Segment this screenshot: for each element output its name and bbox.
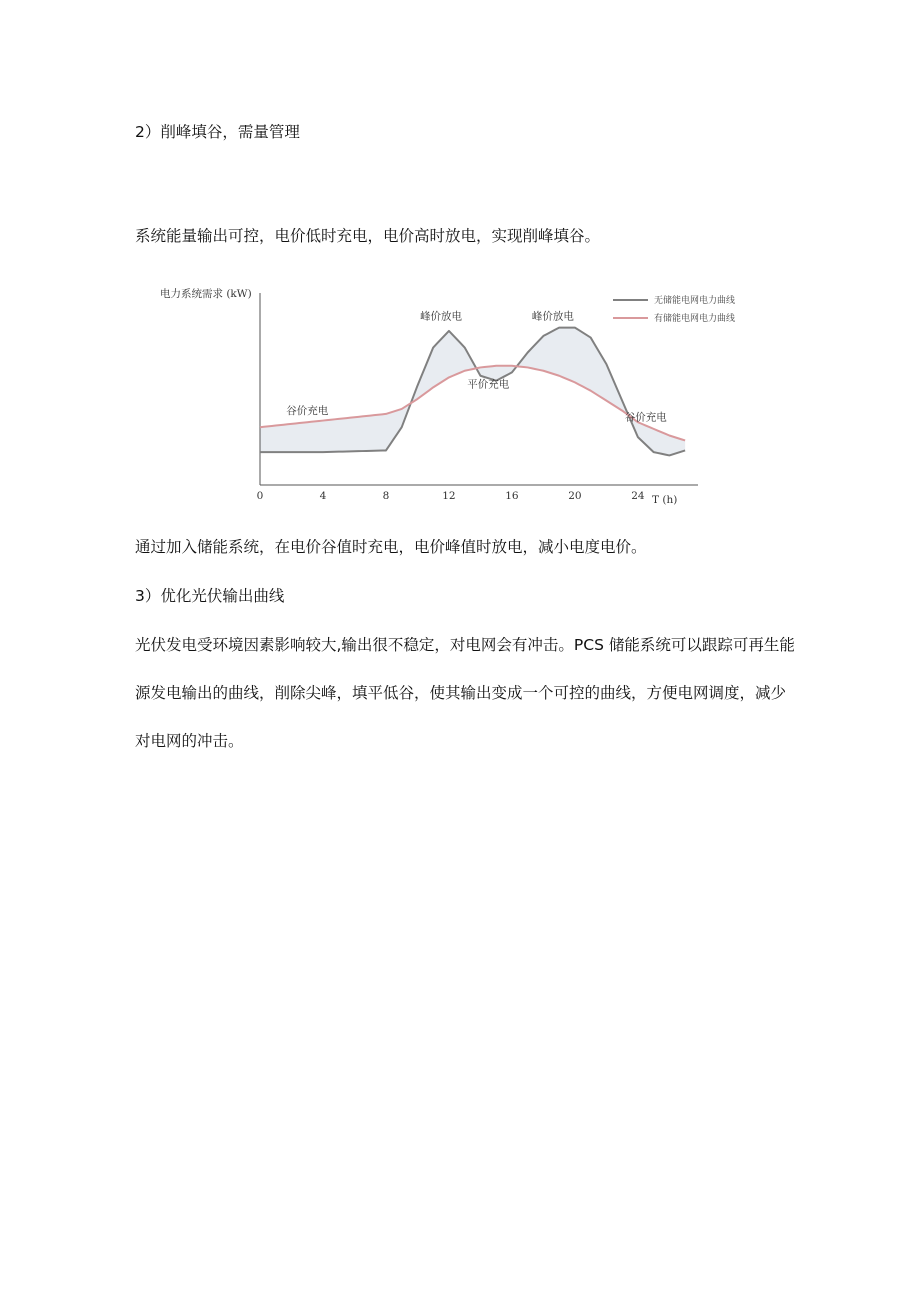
x-axis-label: T (h) <box>652 494 678 505</box>
x-tick-label: 24 <box>631 490 645 502</box>
legend-label-no-storage: 无储能电网电力曲线 <box>654 296 736 306</box>
chart-annotation: 平价充电 <box>467 378 510 391</box>
x-tick-label: 20 <box>568 490 582 502</box>
chart-annotation: 谷价充电 <box>286 404 329 417</box>
x-tick-label: 12 <box>442 490 456 502</box>
demand-chart-svg <box>158 283 768 505</box>
section2-heading: 2）削峰填谷，需量管理 <box>135 123 300 141</box>
x-tick-label: 0 <box>256 490 264 502</box>
chart-annotation: 谷价充电 <box>624 411 667 424</box>
legend <box>613 294 735 324</box>
section3-paragraph: 光伏发电受环境因素影响较大,输出很不稳定，对电网会有冲击。PCS 储能系统可以跟踪可再生能源发电输出的曲线，削除尖峰，填平低谷，使其输出变成一个可控的曲线，方便电网调度，减少对电网的冲击。 <box>135 636 795 750</box>
x-tick-label: 8 <box>382 490 390 502</box>
difference-area <box>260 328 685 456</box>
section2-after-chart: 通过加入储能系统，在电价谷值时充电，电价峰值时放电，减小电度电价。 <box>135 538 647 556</box>
legend-label-with-storage: 有储能电网电力曲线 <box>654 314 736 324</box>
section2-intro: 系统能量输出可控，电价低时充电，电价高时放电，实现削峰填谷。 <box>135 227 601 245</box>
section3-heading: 3）优化光伏输出曲线 <box>135 587 285 605</box>
chart-annotation: 峰价放电 <box>420 310 463 323</box>
chart-annotation: 峰价放电 <box>531 310 574 323</box>
y-axis-label: 电力系统需求 (kW) <box>160 288 252 300</box>
x-tick-label: 16 <box>505 490 519 502</box>
demand-chart <box>158 283 768 505</box>
x-tick-label: 4 <box>319 490 327 502</box>
